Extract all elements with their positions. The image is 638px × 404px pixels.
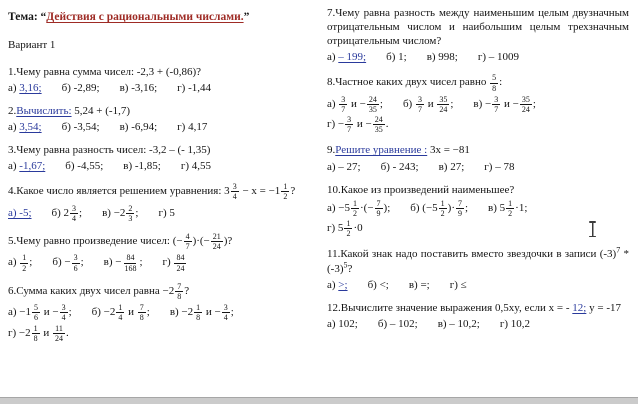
fraction: $\frac{3}{4}$ [223, 303, 228, 323]
fraction: $\frac{11}{24}$ [55, 323, 64, 343]
options-line [8, 159, 314, 173]
question-prompt: 12.Вычислите значение выражения 0,5xy, если x = - 12; y = -17 [327, 301, 621, 314]
answer-option: а) -1,67; [8, 160, 46, 173]
question-options [8, 303, 314, 343]
fraction: $\frac{3}{6}$ [73, 253, 78, 273]
question-prompt: 11.Какой знак надо поставить вместо звездочки в записи $(-3)^7 * (-3)^5$? [327, 245, 630, 275]
answer-option: б) -4,55; [65, 160, 104, 173]
options-line [327, 115, 629, 134]
fraction: $\frac{2}{3}$ [128, 203, 133, 223]
options-line [327, 50, 629, 64]
marked-answer: Решите уравнение : [335, 144, 428, 157]
answer-option: в) – 10,2; [437, 317, 480, 330]
fraction: $\frac{7}{8}$ [177, 281, 182, 301]
options-line [8, 204, 314, 223]
fraction: $\frac{35}{24}$ [439, 94, 448, 114]
title-topic: Действия с рациональными числами. [46, 11, 244, 23]
fraction: $\frac{3}{7}$ [347, 115, 352, 135]
answer-option: б) 2 $\frac{3}{4}$ ; [51, 203, 83, 223]
marked-answer: 12; [572, 301, 587, 314]
question-prompt: 6.Сумма каких двух чисел равна −2 $\frac{7}{8}$ ? [8, 281, 190, 301]
answer-option: а) 3,54; [8, 121, 42, 134]
question-prompt: 3.Чему равна разность чисел: -3,2 – (- 1,35) [8, 144, 211, 157]
question-options [8, 253, 314, 272]
answer-option: а) −5 $\frac{1}{2}$ ·(− $\frac{7}{9}$ ); [327, 198, 391, 218]
text-cursor-icon [588, 221, 597, 237]
left-questions-list [8, 65, 314, 343]
answer-option: в) − $\frac{84}{168}$ ; [103, 253, 143, 273]
answer-option: в) 27; [438, 160, 465, 173]
question-prompt: 4.Какое число является решением уравнения: 3 $\frac{3}{4}$ − x = −1 $\frac{1}{2}$ ? [8, 182, 296, 202]
question-block [327, 6, 629, 64]
fraction: $\frac{35}{24}$ [521, 94, 530, 114]
question-options [8, 120, 314, 134]
answer-option: а) $\frac{1}{2}$ ; [8, 253, 33, 273]
fraction: $\frac{7}{9}$ [457, 198, 462, 218]
fraction: $\frac{1}{8}$ [196, 303, 201, 323]
question-block [8, 282, 314, 343]
fraction: $\frac{1}{4}$ [118, 303, 123, 323]
answer-option: в) -3,16; [119, 81, 158, 94]
answer-option: а) >; [327, 278, 348, 291]
fraction: $\frac{1}{2}$ [346, 219, 351, 239]
marked-answer: >; [338, 278, 348, 291]
question-block [8, 143, 314, 173]
window-bottom-edge [0, 397, 638, 404]
fraction: $\frac{24}{35}$ [368, 94, 377, 114]
answer-option: в) 998; [426, 51, 458, 64]
options-line [327, 199, 629, 218]
answer-option: в) −2 $\frac{1}{8}$ и − $\frac{3}{4}$ ; [169, 303, 234, 323]
answer-option: б) $\frac{3}{7}$ и $\frac{35}{24}$ ; [402, 94, 454, 114]
marked-answer: 3,16; [19, 81, 42, 94]
answer-option: в) -1,85; [123, 160, 161, 173]
question-prompt: 7.Чему равна разность между наименьшим целым двузначным отрицательным числом и наибольшим целым трехзначным отрицательным числом? [327, 7, 629, 48]
answer-option: а) 3,16; [8, 81, 42, 94]
right-column [327, 6, 629, 340]
answer-option: г) ≤ [449, 278, 467, 291]
options-line [8, 324, 314, 343]
marked-answer: а) -5; [8, 206, 32, 219]
right-questions-list [327, 6, 629, 331]
answer-option: а) – 27; [327, 160, 361, 173]
answer-option: б) -2,89; [61, 81, 100, 94]
fraction: $\frac{4}{7}$ [185, 232, 190, 252]
options-line [8, 303, 314, 322]
answer-option: а) 102; [327, 317, 358, 330]
fraction: $\frac{3}{4}$ [61, 303, 66, 323]
question-block [8, 104, 314, 134]
variant-label: Вариант 1 [8, 38, 56, 51]
answer-option: г) 5 $\frac{1}{2}$ ·0 [327, 219, 363, 239]
options-line [8, 253, 314, 272]
fraction: $\frac{1}{2}$ [508, 198, 513, 218]
answer-option: г) 5 [158, 206, 175, 219]
fraction: $\frac{5}{6}$ [34, 303, 38, 323]
question-prompt: 8.Частное каких двух чисел равно $\frac{5}{8}$ : [327, 73, 503, 93]
question-options [327, 95, 629, 135]
question-options [8, 81, 314, 95]
answer-option: а) $\frac{3}{7}$ и − $\frac{24}{35}$ ; [327, 94, 383, 114]
question-options [327, 317, 629, 331]
question-options [327, 50, 629, 64]
question-block [327, 73, 629, 134]
options-line [327, 160, 629, 174]
question-prompt: 9.Решите уравнение : 3x = −81 [327, 144, 470, 157]
answer-option: б) − $\frac{3}{6}$ ; [52, 253, 84, 273]
question-options [327, 160, 629, 174]
exponent: 5 [343, 259, 348, 269]
marked-answer: 3,54; [19, 121, 42, 134]
options-line [8, 81, 314, 95]
exponent: 7 [616, 245, 621, 255]
fraction: $\frac{3}{7}$ [494, 94, 499, 114]
answer-option: б) -3,54; [61, 121, 100, 134]
answer-option [8, 206, 32, 220]
fraction: $\frac{1}{8}$ [33, 323, 38, 343]
document-title [8, 10, 314, 25]
answer-option: а) – 199; [327, 51, 367, 64]
fraction: $\frac{1}{2}$ [283, 182, 288, 202]
title-prefix: Тема: “ [8, 11, 47, 23]
answer-option: г) 4,17 [177, 121, 208, 134]
answer-option: а) −1 $\frac{5}{6}$ и − $\frac{3}{4}$ ; [8, 303, 72, 323]
answer-option: г) − $\frac{3}{7}$ и − $\frac{24}{35}$ . [327, 115, 389, 135]
question-options [327, 278, 629, 292]
answer-option: б) - 243; [380, 160, 419, 173]
fraction: $\frac{7}{9}$ [376, 198, 381, 218]
fraction: $\frac{84}{24}$ [176, 253, 185, 273]
answer-option: б) <; [367, 278, 389, 291]
question-prompt: 1.Чему равна сумма чисел: -2,3 + (-0,86)? [8, 65, 202, 78]
answer-option: г) 4,55 [180, 160, 212, 173]
fraction: $\frac{3}{4}$ [72, 203, 77, 223]
fraction: $\frac{1}{2}$ [353, 198, 357, 218]
answer-option: в) =; [408, 278, 430, 291]
fraction: $\frac{3}{4}$ [232, 182, 237, 202]
answer-option: г) – 1009 [477, 51, 520, 64]
options-line [327, 95, 629, 114]
answer-option: б) −2 $\frac{1}{4}$ и $\frac{7}{8}$ ; [91, 303, 150, 323]
options-line [8, 120, 314, 134]
answer-option: в) − $\frac{3}{7}$ и − $\frac{35}{24}$ ; [473, 94, 536, 114]
answer-option: в) -6,94; [119, 121, 158, 134]
left-column [8, 10, 314, 352]
question-options [8, 159, 314, 173]
answer-option: б) – 102; [377, 317, 418, 330]
question-options [8, 204, 314, 223]
answer-option: в) 5 $\frac{1}{2}$ ·1; [488, 198, 528, 218]
question-prompt: 2.Вычислить: 5,24 + (-1,7) [8, 104, 130, 117]
question-block [327, 301, 629, 331]
fraction: $\frac{24}{35}$ [374, 115, 383, 135]
answer-option: г) −2 $\frac{1}{8}$ и $\frac{11}{24}$ . [8, 323, 69, 343]
question-block [8, 65, 314, 95]
answer-option: в) −2 $\frac{2}{3}$ ; [102, 203, 139, 223]
marked-answer: – 199; [338, 51, 367, 64]
fraction: $\frac{21}{24}$ [212, 232, 221, 252]
answer-option: б) 1; [386, 51, 407, 64]
marked-answer: -1,67; [19, 160, 46, 173]
fraction: $\frac{84}{168}$ [124, 253, 137, 273]
marked-answer: Вычислить: [16, 104, 72, 117]
question-prompt: 10.Какое из произведений наименьшее? [327, 183, 515, 196]
options-line [327, 219, 629, 238]
fraction: $\frac{1}{2}$ [22, 253, 27, 273]
answer-option: б) (−5 $\frac{1}{2}$ )· $\frac{7}{9}$ ; [410, 198, 469, 218]
fraction: $\frac{3}{7}$ [341, 94, 346, 114]
answer-option: г) 10,2 [499, 317, 531, 330]
question-prompt: 5.Чему равно произведение чисел: (− $\frac{4}{7}$ )·(− $\frac{21}{24}$ )? [8, 232, 233, 252]
answer-option: г) $\frac{84}{24}$ [163, 253, 188, 272]
question-block [8, 182, 314, 223]
question-block [327, 143, 629, 173]
question-block [327, 247, 629, 291]
answer-option: г) – 78 [484, 160, 515, 173]
fraction: $\frac{3}{7}$ [417, 94, 422, 114]
question-block [327, 183, 629, 239]
question-block [8, 232, 314, 273]
options-line [327, 278, 629, 292]
fraction: $\frac{1}{2}$ [440, 198, 445, 218]
fraction: $\frac{5}{8}$ [492, 73, 497, 93]
title-suffix: ” [243, 11, 250, 23]
options-line [327, 317, 629, 331]
question-options [327, 199, 629, 239]
fraction: $\frac{7}{8}$ [139, 303, 144, 323]
answer-option: г) -1,44 [177, 81, 212, 94]
